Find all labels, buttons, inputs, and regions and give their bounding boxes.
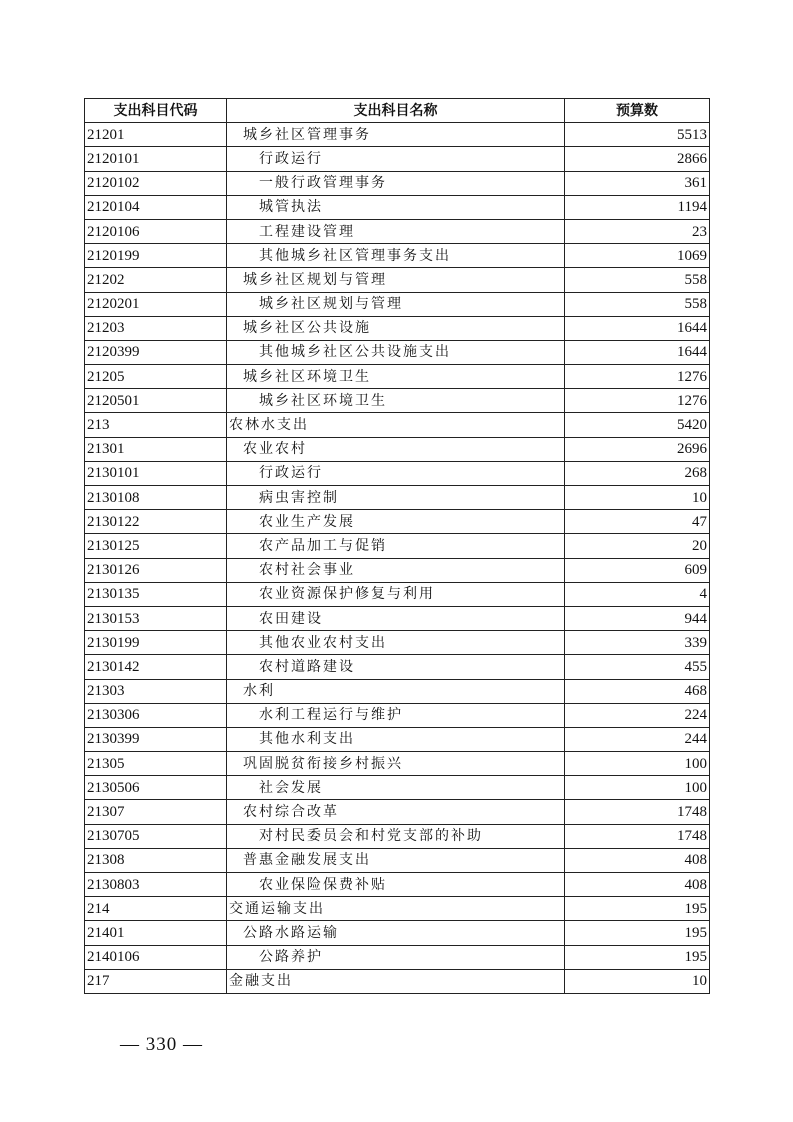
table-row — [85, 365, 710, 389]
table-row — [85, 848, 710, 872]
table-row — [85, 824, 710, 848]
header-name: 支出科目名称 — [227, 99, 565, 123]
row-name: 其他城乡社区公共设施支出 — [227, 340, 565, 364]
row-name: 工程建设管理 — [227, 219, 565, 243]
row-code: 21301 — [85, 437, 227, 461]
row-name: 公路养护 — [227, 945, 565, 969]
table-row — [85, 510, 710, 534]
table-row — [85, 340, 710, 364]
table-row — [85, 219, 710, 243]
row-amount: 5420 — [565, 413, 710, 437]
row-amount: 5513 — [565, 123, 710, 147]
table-row — [85, 534, 710, 558]
row-amount: 408 — [565, 848, 710, 872]
row-name: 巩固脱贫衔接乡村振兴 — [227, 752, 565, 776]
row-code: 21305 — [85, 752, 227, 776]
row-code: 2120399 — [85, 340, 227, 364]
table-row — [85, 195, 710, 219]
row-code: 21307 — [85, 800, 227, 824]
table-row — [85, 969, 710, 993]
row-amount: 195 — [565, 897, 710, 921]
row-name: 农业生产发展 — [227, 510, 565, 534]
row-code: 21303 — [85, 679, 227, 703]
row-amount: 558 — [565, 268, 710, 292]
row-name: 对村民委员会和村党支部的补助 — [227, 824, 565, 848]
row-amount: 609 — [565, 558, 710, 582]
table-row — [85, 921, 710, 945]
row-name: 社会发展 — [227, 776, 565, 800]
row-amount: 1748 — [565, 824, 710, 848]
row-name: 农村社会事业 — [227, 558, 565, 582]
table-row — [85, 727, 710, 751]
row-code: 2130399 — [85, 727, 227, 751]
row-name: 城乡社区环境卫生 — [227, 389, 565, 413]
row-code: 21203 — [85, 316, 227, 340]
table-row — [85, 945, 710, 969]
row-amount: 1644 — [565, 316, 710, 340]
row-name: 农业农村 — [227, 437, 565, 461]
row-name: 其他农业农村支出 — [227, 631, 565, 655]
row-name: 水利工程运行与维护 — [227, 703, 565, 727]
row-code: 2130803 — [85, 873, 227, 897]
row-code: 2130122 — [85, 510, 227, 534]
row-amount: 47 — [565, 510, 710, 534]
row-name: 城乡社区管理事务 — [227, 123, 565, 147]
row-amount: 224 — [565, 703, 710, 727]
row-amount: 10 — [565, 969, 710, 993]
row-code: 2130705 — [85, 824, 227, 848]
page-number: — 330 — — [120, 1034, 203, 1055]
table-row — [85, 486, 710, 510]
row-name: 其他城乡社区管理事务支出 — [227, 244, 565, 268]
row-amount: 100 — [565, 752, 710, 776]
row-code: 21201 — [85, 123, 227, 147]
row-code: 2130142 — [85, 655, 227, 679]
row-name: 农业保险保费补贴 — [227, 873, 565, 897]
row-amount: 23 — [565, 219, 710, 243]
table-row — [85, 582, 710, 606]
row-code: 2130125 — [85, 534, 227, 558]
row-name: 普惠金融发展支出 — [227, 848, 565, 872]
row-amount: 268 — [565, 461, 710, 485]
table-row — [85, 437, 710, 461]
table-row — [85, 873, 710, 897]
row-amount: 195 — [565, 945, 710, 969]
row-code: 21401 — [85, 921, 227, 945]
row-code: 2120102 — [85, 171, 227, 195]
row-amount: 408 — [565, 873, 710, 897]
row-code: 214 — [85, 897, 227, 921]
row-code: 2120106 — [85, 219, 227, 243]
table-row — [85, 703, 710, 727]
row-amount: 20 — [565, 534, 710, 558]
table-row — [85, 558, 710, 582]
row-amount: 1194 — [565, 195, 710, 219]
row-name: 水利 — [227, 679, 565, 703]
row-name: 公路水路运输 — [227, 921, 565, 945]
row-amount: 1276 — [565, 365, 710, 389]
row-code: 2130108 — [85, 486, 227, 510]
row-name: 农村道路建设 — [227, 655, 565, 679]
row-amount: 4 — [565, 582, 710, 606]
table-row — [85, 461, 710, 485]
row-code: 2130199 — [85, 631, 227, 655]
row-name: 行政运行 — [227, 147, 565, 171]
table-row — [85, 631, 710, 655]
header-amount: 预算数 — [565, 99, 710, 123]
table-row — [85, 123, 710, 147]
row-name: 其他水利支出 — [227, 727, 565, 751]
table-row — [85, 147, 710, 171]
row-amount: 558 — [565, 292, 710, 316]
row-name: 农林水支出 — [227, 413, 565, 437]
row-code: 2140106 — [85, 945, 227, 969]
table-row — [85, 268, 710, 292]
row-amount: 339 — [565, 631, 710, 655]
row-code: 2120199 — [85, 244, 227, 268]
row-amount: 1069 — [565, 244, 710, 268]
table-row — [85, 776, 710, 800]
row-amount: 361 — [565, 171, 710, 195]
table-header-row — [85, 99, 710, 123]
row-name: 城乡社区规划与管理 — [227, 268, 565, 292]
row-name: 病虫害控制 — [227, 486, 565, 510]
row-code: 217 — [85, 969, 227, 993]
row-name: 城乡社区环境卫生 — [227, 365, 565, 389]
row-name: 交通运输支出 — [227, 897, 565, 921]
row-code: 2120501 — [85, 389, 227, 413]
row-name: 城乡社区公共设施 — [227, 316, 565, 340]
row-code: 2120201 — [85, 292, 227, 316]
row-amount: 2696 — [565, 437, 710, 461]
table-row — [85, 655, 710, 679]
row-amount: 244 — [565, 727, 710, 751]
row-code: 2130101 — [85, 461, 227, 485]
row-amount: 468 — [565, 679, 710, 703]
table-row — [85, 413, 710, 437]
row-name: 农产品加工与促销 — [227, 534, 565, 558]
row-name: 农业资源保护修复与利用 — [227, 582, 565, 606]
row-amount: 1748 — [565, 800, 710, 824]
row-code: 21205 — [85, 365, 227, 389]
row-code: 2130153 — [85, 606, 227, 630]
table-row — [85, 752, 710, 776]
row-name: 金融支出 — [227, 969, 565, 993]
table-row — [85, 244, 710, 268]
row-amount: 195 — [565, 921, 710, 945]
row-name: 农田建设 — [227, 606, 565, 630]
row-name: 行政运行 — [227, 461, 565, 485]
row-amount: 1644 — [565, 340, 710, 364]
row-name: 农村综合改革 — [227, 800, 565, 824]
row-name: 城管执法 — [227, 195, 565, 219]
row-code: 213 — [85, 413, 227, 437]
table-row — [85, 897, 710, 921]
row-name: 城乡社区规划与管理 — [227, 292, 565, 316]
row-code: 2130306 — [85, 703, 227, 727]
row-code: 2130135 — [85, 582, 227, 606]
budget-table — [84, 98, 710, 994]
row-amount: 1276 — [565, 389, 710, 413]
table-row — [85, 171, 710, 195]
row-amount: 10 — [565, 486, 710, 510]
header-code: 支出科目代码 — [85, 99, 227, 123]
row-name: 一般行政管理事务 — [227, 171, 565, 195]
row-code: 21202 — [85, 268, 227, 292]
row-amount: 944 — [565, 606, 710, 630]
row-amount: 100 — [565, 776, 710, 800]
table-row — [85, 800, 710, 824]
row-code: 2130506 — [85, 776, 227, 800]
row-code: 2130126 — [85, 558, 227, 582]
table-row — [85, 292, 710, 316]
row-amount: 455 — [565, 655, 710, 679]
table-row — [85, 606, 710, 630]
row-code: 2120104 — [85, 195, 227, 219]
table-row — [85, 679, 710, 703]
table-body — [85, 123, 710, 994]
table-row — [85, 316, 710, 340]
row-code: 2120101 — [85, 147, 227, 171]
table-row — [85, 389, 710, 413]
row-amount: 2866 — [565, 147, 710, 171]
row-code: 21308 — [85, 848, 227, 872]
